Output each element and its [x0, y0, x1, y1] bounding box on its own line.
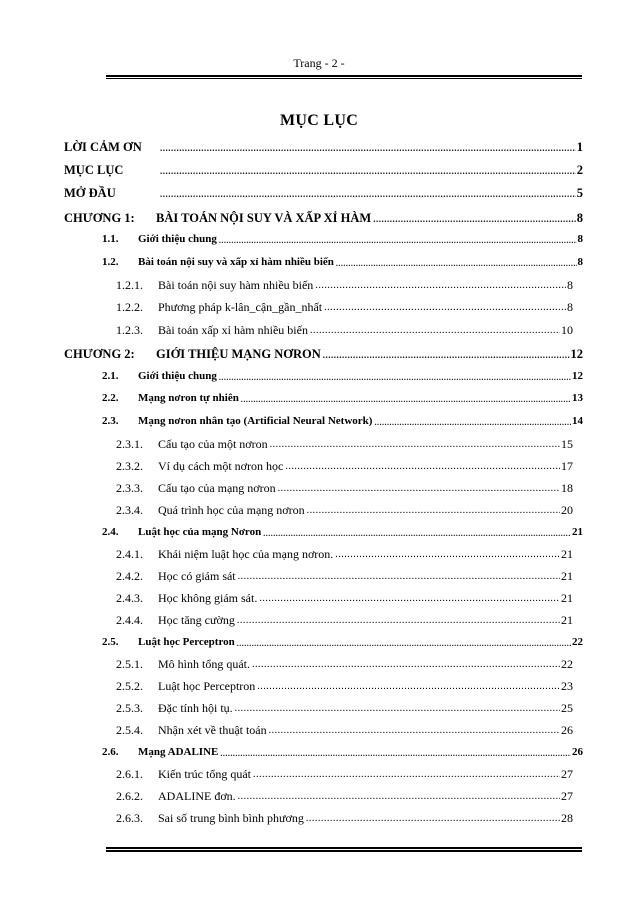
toc-entry-title: Ví dụ cách một nơron học	[158, 459, 284, 473]
toc-entry-title: Luật học của mạng Nơron	[138, 526, 262, 538]
toc-dot-leader	[238, 572, 560, 582]
toc-entry-title: Mạng nơron nhân tạo (Artificial Neural Network)	[138, 415, 373, 427]
toc-entry-number: CHƯƠNG 2:	[64, 346, 135, 361]
toc-entry-page: 15	[561, 437, 573, 451]
toc-entry[interactable]	[0, 273, 638, 293]
toc-dot-leader	[220, 750, 571, 758]
toc-entry-page: 27	[561, 767, 573, 781]
toc-entry-number: 2.3.4.	[116, 503, 143, 517]
toc-entry[interactable]	[0, 206, 638, 226]
toc-entry-page: 12	[572, 370, 583, 382]
toc-entry-number: 2.5.4.	[116, 723, 143, 737]
toc-entry[interactable]	[0, 318, 638, 338]
toc-entry[interactable]	[0, 476, 638, 496]
toc-dot-leader	[269, 726, 560, 736]
toc-entry-number: 2.6.2.	[116, 789, 143, 803]
toc-dot-leader	[310, 326, 560, 336]
toc-entry-number: 2.3.1.	[116, 437, 143, 451]
toc-entry-title: LỜI CẢM ƠN	[64, 139, 142, 154]
toc-entry-number: 2.6.	[102, 746, 119, 758]
toc-entry[interactable]	[0, 295, 638, 315]
toc-entry-page: 21	[561, 591, 573, 605]
toc-entry-page: 8	[567, 278, 573, 292]
toc-entry-title: Nhận xét về thuật toán	[158, 723, 267, 737]
toc-entry-title: Bài toán nội suy và xấp xỉ hàm nhiều biến	[138, 256, 334, 268]
toc-entry-page: 26	[561, 723, 573, 737]
toc-dot-leader	[335, 550, 560, 560]
toc-dot-leader	[219, 237, 577, 245]
toc-entry-title: GIỚI THIỆU MẠNG NƠRON	[156, 346, 321, 361]
toc-entry[interactable]	[0, 674, 638, 694]
toc-entry[interactable]	[0, 454, 638, 474]
footer-rule	[106, 847, 582, 852]
toc-entry-page: 21	[561, 613, 573, 627]
toc-entry-page: 10	[561, 323, 573, 337]
toc-entry-title: Học có giám sát	[158, 569, 236, 583]
toc-entry-page: 21	[561, 547, 573, 561]
toc-entry[interactable]	[0, 784, 638, 804]
toc-entry-number: 2.3.3.	[116, 481, 143, 495]
toc-entry-number: 1.2.1.	[116, 278, 143, 292]
toc-dot-leader	[373, 215, 576, 224]
toc-entry-number: 2.3.	[102, 415, 119, 427]
toc-entry-number: 2.5.	[102, 636, 119, 648]
toc-entry[interactable]	[0, 432, 638, 452]
toc-dot-leader	[278, 484, 560, 494]
toc-entry-title: Kiến trúc tổng quát	[158, 767, 251, 781]
toc-entry[interactable]	[0, 740, 638, 760]
toc-entry[interactable]	[0, 158, 638, 178]
toc-entry-number: 2.1.	[102, 370, 119, 382]
toc-entry-number: 2.3.2.	[116, 459, 143, 473]
toc-entry-number: 2.6.1.	[116, 767, 143, 781]
toc-entry[interactable]	[0, 250, 638, 270]
toc-entry-number: 1.2.	[102, 256, 119, 268]
toc-entry[interactable]	[0, 718, 638, 738]
toc-entry-page: 21	[572, 526, 583, 538]
toc-entry[interactable]	[0, 342, 638, 362]
toc-entry-title: Phương pháp k-lân_cận_gần_nhất	[158, 300, 323, 314]
toc-dot-leader	[241, 396, 571, 404]
toc-entry-page: 13	[572, 392, 583, 404]
toc-entry-number: 2.2.	[102, 392, 119, 404]
toc-dot-leader	[336, 260, 577, 268]
toc-dot-leader	[160, 190, 576, 199]
toc-entry-title: Mạng ADALINE	[138, 746, 219, 758]
toc-entry-title: MỤC LỤC	[64, 162, 124, 177]
toc-entry-number: 2.5.3.	[116, 701, 143, 715]
toc-entry-title: Bài toán nội suy hàm nhiều biến	[158, 278, 314, 292]
toc-entry-title: Luật học Perceptron	[158, 679, 256, 693]
toc-entry[interactable]	[0, 498, 638, 518]
toc-entry-title: Học không giám sát.	[158, 591, 258, 605]
toc-entry-page: 23	[561, 679, 573, 693]
toc-entry[interactable]	[0, 542, 638, 562]
toc-entry-title: ADALINE đơn.	[158, 789, 236, 803]
toc-entry-number: 2.4.4.	[116, 613, 143, 627]
toc-dot-leader	[237, 616, 560, 626]
page-header: Trang - 2 -	[293, 56, 345, 70]
toc-entry-page: 8	[576, 210, 583, 225]
toc-entry-title: BÀI TOÁN NỘI SUY VÀ XẤP XỈ HÀM	[156, 210, 372, 225]
toc-entry[interactable]	[0, 520, 638, 540]
toc-entry-page: 26	[572, 746, 583, 758]
toc-entry-page: 21	[561, 569, 573, 583]
toc-dot-leader	[259, 594, 560, 604]
toc-dot-leader	[257, 682, 560, 692]
toc-entry[interactable]	[0, 181, 638, 201]
toc-entry[interactable]	[0, 564, 638, 584]
toc-entry-title: Sai số trung bình bình phương	[158, 811, 304, 825]
toc-dot-leader	[219, 374, 571, 382]
toc-entry-title: Mạng nơron tự nhiên	[138, 392, 239, 404]
toc-entry[interactable]	[0, 608, 638, 628]
toc-dot-leader	[323, 351, 570, 360]
toc-entry-title: Khái niệm luật học của mạng nơron.	[158, 547, 334, 561]
toc-entry[interactable]	[0, 652, 638, 672]
toc-entry-page: 5	[576, 185, 583, 200]
toc-dot-leader	[160, 144, 576, 153]
header-rule	[106, 75, 582, 79]
toc-dot-leader	[307, 506, 560, 516]
toc-entry-title: Mô hình tổng quát.	[158, 657, 250, 671]
toc-entry[interactable]	[0, 409, 638, 429]
toc-entry-number: 1.2.2.	[116, 300, 143, 314]
toc-entry-page: 28	[561, 811, 573, 825]
toc-dot-leader	[263, 530, 571, 538]
toc-entry-number: 2.4.2.	[116, 569, 143, 583]
toc-entry[interactable]	[0, 630, 638, 650]
toc-entry-page: 18	[561, 481, 573, 495]
toc-entry-title: MỞ ĐẦU	[64, 185, 116, 200]
toc-entry-number: 2.5.2.	[116, 679, 143, 693]
toc-entry-page: 27	[561, 789, 573, 803]
toc-entry-number: 1.1.	[102, 233, 119, 245]
toc-entry-page: 22	[572, 636, 583, 648]
toc-entry-page: 8	[567, 300, 573, 314]
toc-entry[interactable]	[0, 386, 638, 406]
toc-entry[interactable]	[0, 135, 638, 155]
toc-entry-title: Đặc tính hội tụ.	[158, 701, 233, 715]
toc-dot-leader	[315, 281, 566, 291]
toc-entry[interactable]	[0, 586, 638, 606]
toc-entry-number: 2.4.1.	[116, 547, 143, 561]
toc-entry-page: 25	[561, 701, 573, 715]
toc-entry[interactable]	[0, 696, 638, 716]
toc-title: MỤC LỤC	[279, 112, 359, 129]
toc-entry-page: 14	[572, 415, 583, 427]
toc-entry-title: Quá trình học của mạng nơron	[158, 503, 305, 517]
toc-entry-title: Giới thiệu chung	[138, 370, 217, 382]
toc-entry-page: 8	[577, 256, 583, 268]
toc-entry-number: 1.2.3.	[116, 323, 143, 337]
toc-entry[interactable]	[0, 762, 638, 782]
toc-entry-page: 2	[576, 162, 583, 177]
toc-dot-leader	[252, 660, 560, 670]
toc-entry-number: CHƯƠNG 1:	[64, 210, 135, 225]
toc-dot-leader	[238, 792, 560, 802]
toc-dot-leader	[306, 814, 560, 824]
toc-entry-title: Bài toán xấp xỉ hàm nhiều biến	[158, 323, 308, 337]
toc-entry-title: Giới thiệu chung	[138, 233, 217, 245]
toc-entry-number: 2.4.3.	[116, 591, 143, 605]
toc-entry-page: 1	[576, 139, 583, 154]
toc-entry-page: 8	[577, 233, 583, 245]
toc-entry-page: 20	[561, 503, 573, 517]
toc-entry-number: 2.5.1.	[116, 657, 143, 671]
toc-dot-leader	[324, 303, 566, 313]
toc-dot-leader	[237, 640, 571, 648]
toc-entry[interactable]	[0, 806, 638, 826]
toc-entry[interactable]	[0, 364, 638, 384]
toc-dot-leader	[374, 419, 571, 427]
toc-dot-leader	[160, 167, 576, 176]
toc-entry[interactable]	[0, 227, 638, 247]
toc-entry-page: 17	[561, 459, 573, 473]
toc-entry-title: Cấu tạo của một nơron	[158, 437, 268, 451]
toc-dot-leader	[253, 770, 560, 780]
toc-entry-page: 12	[570, 346, 583, 361]
toc-entry-title: Học tăng cường	[158, 613, 235, 627]
toc-dot-leader	[270, 440, 560, 450]
toc-entry-title: Cấu tạo của mạng nơron	[158, 481, 276, 495]
toc-entry-title: Luật học Perceptron	[138, 636, 235, 648]
toc-entry-number: 2.4.	[102, 526, 119, 538]
toc-entry-number: 2.6.3.	[116, 811, 143, 825]
toc-dot-leader	[285, 462, 560, 472]
toc-dot-leader	[235, 704, 560, 714]
toc-entry-page: 22	[561, 657, 573, 671]
